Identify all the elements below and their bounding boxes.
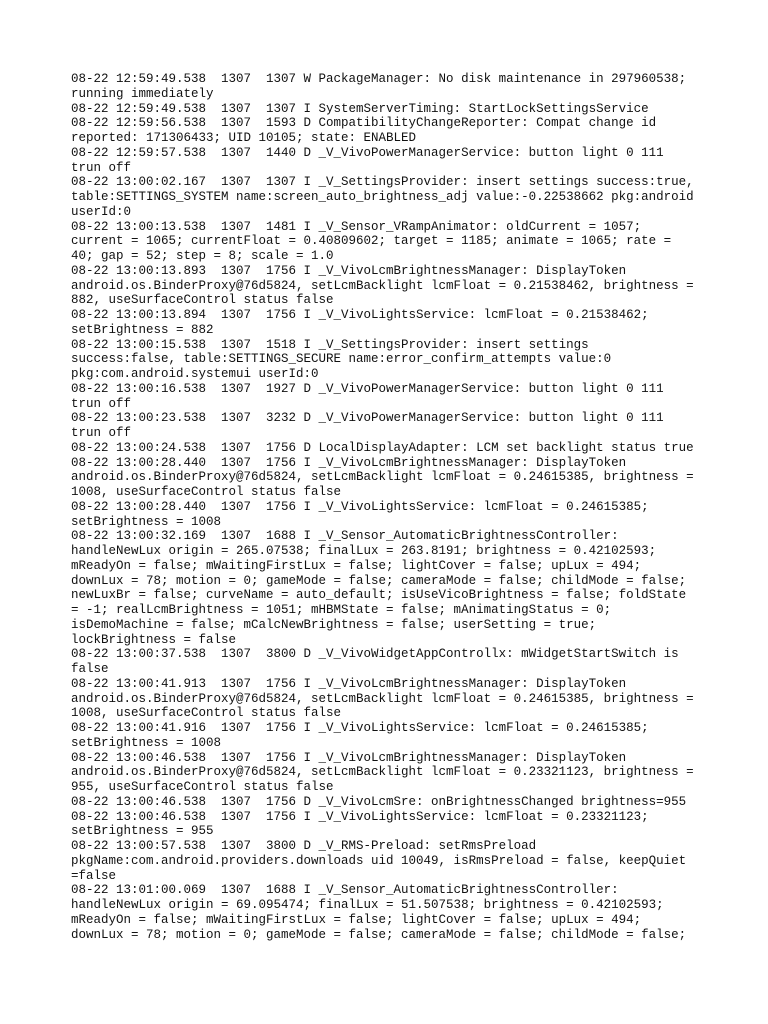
log-line: = -1; realLcmBrightness = 1051; mHBMState = false; mAnimatingStatus = 0;	[71, 603, 612, 617]
log-line: pkg:com.android.systemui userId:0	[71, 367, 319, 381]
log-line: 08-22 13:00:46.538 1307 1756 I _V_VivoLcmBrightnessManager: DisplayToken	[71, 750, 627, 765]
log-line: handleNewLux origin = 69.095474; finalLux = 51.507538; brightness = 0.42102593;	[71, 898, 664, 912]
log-line: 08-22 13:00:15.538 1307 1518 I _V_SettingsProvider: insert settings	[71, 337, 589, 352]
log-line: 1008, useSurfaceControl status false	[71, 485, 342, 499]
log-line: 882, useSurfaceControl status false	[71, 293, 334, 308]
log-line: 08-22 13:00:41.916 1307 1756 I _V_VivoLightsService: lcmFloat = 0.24615385;	[71, 721, 649, 735]
log-line: false	[71, 662, 109, 676]
log-line: 08-22 12:59:57.538 1307 1440 D _V_VivoPowerManagerService: button light 0 111	[71, 145, 664, 160]
log-line: isDemoMachine = false; mCalcNewBrightness = false; userSetting = true;	[71, 617, 597, 632]
log-line: android.os.BinderProxy@76d5824, setLcmBacklight lcmFloat = 0.23321123, brightness =	[71, 765, 694, 780]
log-line: success:false, table:SETTINGS_SECURE name:error_confirm_attempts value:0	[71, 352, 612, 367]
log-line: setBrightness = 882	[71, 322, 214, 337]
log-text-block	[71, 72, 701, 942]
log-line: trun off	[71, 160, 132, 175]
log-line: 08-22 13:00:57.538 1307 3800 D _V_RMS-Preload: setRmsPreload	[71, 839, 537, 853]
log-line: current = 1065; currentFloat = 0.40809602; target = 1185; animate = 1065; rate =	[71, 234, 672, 249]
log-line: mReadyOn = false; mWaitingFirstLux = false; lightCover = false; upLux = 494;	[71, 912, 642, 927]
log-line: setBrightness = 1008	[71, 514, 222, 529]
log-line: pkgName:com.android.providers.downloads uid 10049, isRmsPreload = false, keepQuiet	[71, 853, 687, 868]
log-line: userId:0	[71, 204, 132, 219]
log-line: downLux = 78; motion = 0; gameMode = false; cameraMode = false; childMode = false;	[71, 573, 687, 588]
log-line: android.os.BinderProxy@76d5824, setLcmBacklight lcmFloat = 0.24615385, brightness =	[71, 470, 694, 485]
log-line: 08-22 13:00:13.893 1307 1756 I _V_VivoLcmBrightnessManager: DisplayToken	[71, 263, 627, 278]
log-line: mReadyOn = false; mWaitingFirstLux = false; lightCover = false; upLux = 494;	[71, 558, 642, 573]
log-line: newLuxBr = false; curveName = auto_default; isUseVicoBrightness = false; foldState	[71, 588, 687, 603]
log-line: 08-22 13:00:24.538 1307 1756 D LocalDisplayAdapter: LCM set backlight status true	[71, 440, 694, 455]
log-line: 40; gap = 52; step = 8; scale = 1.0	[71, 249, 334, 263]
log-line: 08-22 13:00:28.440 1307 1756 I _V_VivoLightsService: lcmFloat = 0.24615385;	[71, 499, 649, 514]
log-line: trun off	[71, 426, 132, 440]
log-line: handleNewLux origin = 265.07538; finalLux = 263.8191; brightness = 0.42102593;	[71, 544, 657, 558]
log-line: running immediately	[71, 86, 214, 101]
log-line: 08-22 13:00:37.538 1307 3800 D _V_VivoWidgetAppControllx: mWidgetStartSwitch is	[71, 647, 679, 662]
log-line: 08-22 13:00:32.169 1307 1688 I _V_Sensor_AutomaticBrightnessController:	[71, 529, 619, 544]
log-line: 08-22 13:01:00.069 1307 1688 I _V_Sensor_AutomaticBrightnessController:	[71, 883, 619, 898]
log-line: reported: 171306433; UID 10105; state: ENABLED	[71, 131, 417, 145]
log-line: setBrightness = 1008	[71, 735, 222, 750]
log-line: 08-22 13:00:23.538 1307 3232 D _V_VivoPowerManagerService: button light 0 111	[71, 411, 664, 426]
log-line: android.os.BinderProxy@76d5824, setLcmBacklight lcmFloat = 0.24615385, brightness =	[71, 691, 694, 706]
log-line: 08-22 13:00:46.538 1307 1756 D _V_VivoLcmSre: onBrightnessChanged brightness=955	[71, 794, 687, 809]
log-line: setBrightness = 955	[71, 824, 214, 839]
log-line: table:SETTINGS_SYSTEM name:screen_auto_brightness_adj value:-0.22538662 pkg:android	[71, 190, 694, 204]
log-line: 08-22 13:00:28.440 1307 1756 I _V_VivoLcmBrightnessManager: DisplayToken	[71, 455, 627, 470]
log-line: 08-22 13:00:41.913 1307 1756 I _V_VivoLcmBrightnessManager: DisplayToken	[71, 676, 627, 691]
log-line: 08-22 12:59:56.538 1307 1593 D CompatibilityChangeReporter: Compat change id	[71, 116, 657, 131]
log-line: 08-22 13:00:02.167 1307 1307 I _V_SettingsProvider: insert settings success:true,	[71, 175, 694, 190]
log-line: android.os.BinderProxy@76d5824, setLcmBacklight lcmFloat = 0.21538462, brightness =	[71, 278, 694, 293]
log-line: 08-22 12:59:49.538 1307 1307 W PackageManager: No disk maintenance in 297960538;	[71, 72, 687, 86]
log-line: downLux = 78; motion = 0; gameMode = false; cameraMode = false; childMode = false;	[71, 927, 687, 942]
log-line: 08-22 12:59:49.538 1307 1307 I SystemServerTiming: StartLockSettingsService	[71, 101, 649, 116]
log-line: trun off	[71, 396, 132, 411]
log-line: 08-22 13:00:13.538 1307 1481 I _V_Sensor_VRampAnimator: oldCurrent = 1057;	[71, 219, 642, 234]
log-line: 08-22 13:00:16.538 1307 1927 D _V_VivoPowerManagerService: button light 0 111	[71, 381, 664, 396]
log-line: 1008, useSurfaceControl status false	[71, 706, 342, 721]
log-line: 955, useSurfaceControl status false	[71, 780, 334, 794]
log-line: =false	[71, 868, 117, 883]
log-line: 08-22 13:00:46.538 1307 1756 I _V_VivoLightsService: lcmFloat = 0.23321123;	[71, 809, 649, 824]
log-line: 08-22 13:00:13.894 1307 1756 I _V_VivoLightsService: lcmFloat = 0.21538462;	[71, 308, 649, 322]
log-line: lockBrightness = false	[71, 632, 237, 647]
